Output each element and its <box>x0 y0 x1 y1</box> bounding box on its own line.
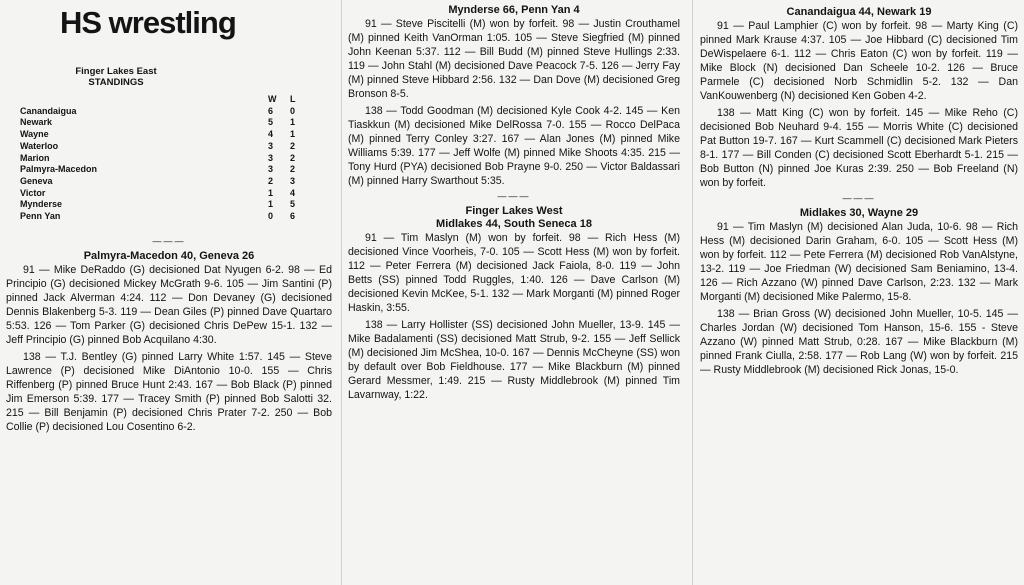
league-title-finger-lakes-west: Finger Lakes West <box>465 205 563 217</box>
team-wins: 3 <box>268 164 274 175</box>
team-losses: 6 <box>290 211 296 222</box>
team-losses: 0 <box>290 105 296 116</box>
team-losses: 2 <box>290 152 296 163</box>
standings-row <box>20 211 312 223</box>
team-name: Wayne <box>20 129 49 140</box>
match-results-paragraph: 138 — Todd Goodman (M) decisioned Kyle Cook 4-2. 145 — Ken Tiaskkun (M) decisioned Mike DelRossa 7-0. 155 — Rocco DelPaca (M) pinned Terry Conley 3:27. 167 — Alan Jones (M) pinned Mike Williams 5:39. 177 — Jeff Wolfe (M) pinned Mike Shoots 4:35. 215 — Tony Hurd (PYA) decisioned Bob Prayne 9-0. 250 — Victor Baldassari (M) pinned Harry Swarthout 5:35. <box>348 105 680 187</box>
team-losses: 1 <box>290 129 296 140</box>
match-title-midlakes-southseneca: Midlakes 44, South Seneca 18 <box>436 218 592 230</box>
column-2 <box>348 0 680 585</box>
team-wins: 5 <box>268 117 274 128</box>
column-3 <box>700 0 1018 585</box>
match-results-paragraph: 138 — T.J. Bentley (G) pinned Larry White 1:57. 145 — Steve Lawrence (P) decisioned Mike DiAntonio 10-0. 155 — Chris Riffenberg (P) pinned Bruce Hunt 2:43. 167 — Bob Black (P) pinned Jim Emerson 5:39. 177 — Tracey Smith (P) pinned Bob Salotti 32. 215 — Bill Benjamin (P) decisioned Chris Prater 7-2. 250 — Bob Collie (P) decisioned Lou Cosentino 6-2. <box>6 350 332 433</box>
team-wins: 6 <box>268 105 274 116</box>
standings-table <box>20 94 312 223</box>
match-results-paragraph: 138 — Brian Gross (W) decisioned John Mueller, 10-5. 145 — Charles Jordan (W) decisioned Tom Hanson, 15-6. 155 - Steve Azzano (W) pinned Matt Strub, 0:28. 167 — Mike Blackburn (M) pinned Frank Ciulla, 2:58. 177 — Rob Lang (W) won by forfeit. 215 — Rusty Middlebrook (M) decisioned Rick Jonas, 15-0. <box>700 308 1018 376</box>
team-losses: 4 <box>290 187 296 198</box>
match-results-paragraph: 138 — Matt King (C) won by forfeit. 145 — Mike Reho (C) decisioned Bob Neuhard 9-4. 155 — Morris White (C) decisioned Pat Button 19-7. 167 — Kurt Scammell (C) decisioned Mark Pieters 8-1. 177 — Bill Conden (C) decisioned Scott Eberhardt 5-1. 215 — Bob Button (N) pinned Joe Kuras 2:39. 250 — Bob Freeland (N) won by forfeit. <box>700 107 1018 189</box>
wins-header: W <box>268 94 277 104</box>
team-losses: 2 <box>290 164 296 175</box>
column-rule-left <box>341 0 342 585</box>
column-rule-right <box>692 0 693 585</box>
team-losses: 1 <box>290 117 296 128</box>
losses-header: L <box>290 94 296 104</box>
team-losses: 2 <box>290 140 296 151</box>
team-wins: 2 <box>268 175 274 186</box>
team-name: Canandaigua <box>20 105 77 116</box>
standings-row <box>20 106 312 118</box>
team-name: Penn Yan <box>20 211 61 222</box>
standings-heading <box>6 66 226 88</box>
team-wins: 4 <box>268 129 274 140</box>
team-name: Marion <box>20 152 50 163</box>
match-results-paragraph: 138 — Larry Hollister (SS) decisioned John Mueller, 13-9. 145 — Mike Badalamenti (SS) decisioned Matt Strub, 9-2. 155 — Jeff Sellick (M) decisioned Jim McShea, 10-0. 167 — Dennis McCheyne (SS) won by default over Bob Fieldhouse. 177 — Mike Blackburn (M) pinned Gerard Messmer, 1:49. 215 — Rusty Middlebrook (M) pinned Tim Lavarnway, 1:22. <box>348 319 680 401</box>
match-title-canandaigua-newark: Canandaigua 44, Newark 19 <box>786 6 932 18</box>
team-wins: 3 <box>268 152 274 163</box>
match-results-paragraph: 91 — Paul Lamphier (C) won by forfeit. 98 — Marty King (C) pinned Mark Krause 4:37. 105 — Joe Hibbard (C) decisioned Tim DeWispelaere 6-1. 112 — Chris Eaton (C) won by forfeit. 119 — Mike Block (N) decisioned Dan Scheele 10-2. 126 — Bruce Parmele (C) decisioned Norb Schmidlin 5-2. 132 — Dan VanKouwenberg (N) decisioned Ken Goben 4-2. <box>700 20 1018 102</box>
team-name: Geneva <box>20 175 53 186</box>
standings-row <box>20 164 312 176</box>
standings-label: STANDINGS <box>88 77 144 88</box>
match-results-paragraph: 91 — Steve Piscitelli (M) won by forfeit. 98 — Justin Crouthamel (M) pinned Keith VanOrman 1:05. 105 — Steve Siegfried (M) pinned John Keenan 5:37. 112 — Bill Budd (M) pinned Steve Hullings 2:33. 119 — John Stahl (M) decisioned Dave Peacock 7-5. 126 — Jerry Fay (M) pinned Steve Hibbard 2:56. 132 — Dan Dove (M) decisioned Greg Bronson 8-5. <box>348 18 680 100</box>
standings-row <box>20 176 312 188</box>
match-results-paragraph: 91 — Tim Maslyn (M) won by forfeit. 98 — Rich Hess (M) decisioned Vince Voorheis, 7-0. 105 — Scott Hess (M) won by forfeit. 112 — Peter Ferrera (M) decisioned Jack Faiola, 8-0. 119 — John Betts (SS) pinned Todd Ruggles, 1:40. 126 — Dave Carlson (M) decisioned Kevin McKee, 5-1. 132 — Mark Morganti (M) pinned Roger Haskin, 3:55. <box>348 232 680 314</box>
standings-row <box>20 153 312 165</box>
team-name: Palmyra-Macedon <box>20 164 98 175</box>
team-losses: 3 <box>290 175 296 186</box>
team-wins: 3 <box>268 140 274 151</box>
section-separator: ——— <box>842 193 876 203</box>
team-wins: 1 <box>268 199 274 210</box>
section-separator: ——— <box>152 235 186 246</box>
section-separator: ——— <box>497 191 531 201</box>
team-wins: 0 <box>268 211 274 222</box>
team-name: Newark <box>20 117 53 128</box>
team-name: Waterloo <box>20 140 59 151</box>
team-wins: 1 <box>268 187 274 198</box>
match-title-palmyra-geneva: Palmyra-Macedon 40, Geneva 26 <box>83 249 255 262</box>
team-losses: 5 <box>290 199 296 210</box>
match-results-paragraph: 91 — Tim Maslyn (M) decisioned Alan Juda, 10-6. 98 — Rich Hess (M) decisioned Darin Graham, 6-0. 105 — Scott Hess (M) won by forfeit. 112 — Pete Ferrera (M) decisioned Rob VanAlstyne, 13-2. 119 — Joe Friedman (W) decisioned Sam Beniamino, 13-4. 126 — Rich Azzano (W) pinned Dave Carlson, 2:23. 132 — Mark Morganti (M) decisioned Mike Palermo, 15-8. <box>700 221 1018 303</box>
team-name: Mynderse <box>20 199 63 210</box>
standings-row <box>20 141 312 153</box>
match-title-mynderse-pennyan: Mynderse 66, Penn Yan 4 <box>448 4 580 16</box>
standings-row <box>20 117 312 129</box>
column-1 <box>6 0 332 585</box>
standings-header-row <box>20 94 312 106</box>
match-results-paragraph: 91 — Mike DeRaddo (G) decisioned Dat Nyugen 6-2. 98 — Ed Principio (G) decisioned Mickey McGrath 9-6. 105 — Jim Santini (P) pinned Jack Alverman 4:24. 112 — Don Devaney (G) decisioned Dennis Blakenberg 5-3. 119 — Dean Giles (P) pinned Dave Quartaro 5:53. 126 — Tom Parker (G) decisioned Chris DePew 15-1. 132 — Jeff Principio (G) pinned Bob Acquilano 4:30. <box>6 263 332 346</box>
team-name: Victor <box>20 187 46 198</box>
standings-row <box>20 129 312 141</box>
standings-league: Finger Lakes East <box>75 66 157 77</box>
headline: HS wrestling <box>60 5 236 40</box>
match-title-midlakes-wayne: Midlakes 30, Wayne 29 <box>799 207 919 219</box>
standings-row <box>20 188 312 200</box>
standings-row <box>20 199 312 211</box>
